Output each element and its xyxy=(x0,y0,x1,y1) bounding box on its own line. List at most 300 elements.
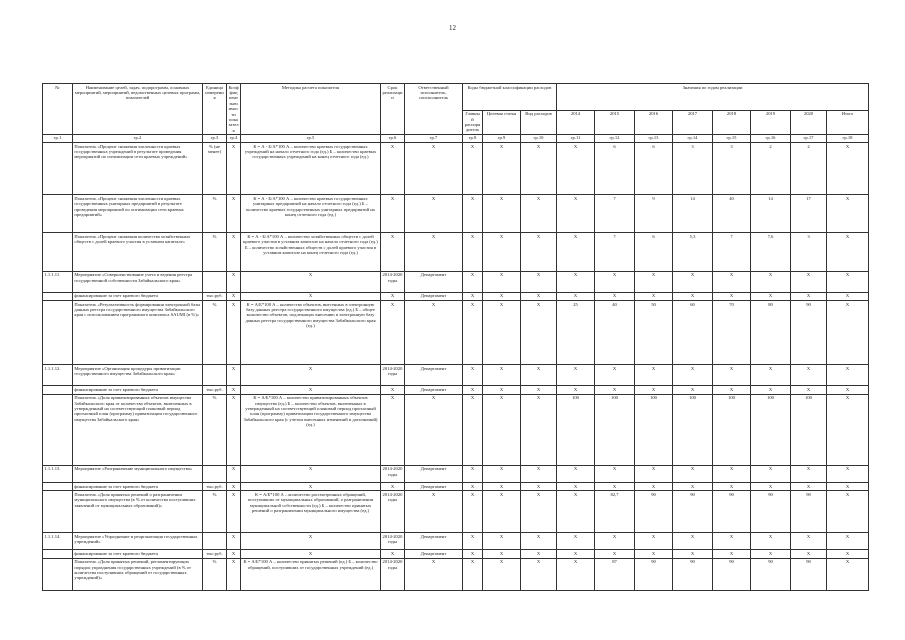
row-budget-type: X xyxy=(521,143,557,195)
row-budget-type: X xyxy=(521,195,557,233)
row-value-2016: X xyxy=(635,365,673,386)
row-value-2014: X xyxy=(557,233,595,271)
row-executor: X xyxy=(405,491,463,533)
row-name: Мероприятие «Совершенствование учета и ведения реестра государственной собственности Забайкальского края» xyxy=(73,271,203,292)
row-value-2019: 2 xyxy=(751,143,791,195)
row-unit: % xyxy=(203,195,227,233)
col-name-header: Наименование целей, задач, подпрограмм, основных мероприятий, мероприятий, ведомственных целевых программ, показателей xyxy=(73,84,203,135)
row-executor: X xyxy=(405,300,463,364)
column-number: гр.12 xyxy=(595,134,635,142)
row-term: 2014-2020 годы xyxy=(381,491,405,533)
table-row xyxy=(43,558,869,590)
row-unit: % xyxy=(203,300,227,364)
row-value-total: X xyxy=(827,558,869,590)
row-code xyxy=(43,233,73,271)
row-budget-main: X xyxy=(463,233,483,271)
row-name: Показатель «Результативность формирования электронной базы данных реестра государственного имущества Забайкальского края с использованием программного комплекса SAUMI (в %)» xyxy=(73,300,203,364)
row-value-2020: X xyxy=(791,533,827,550)
table-row xyxy=(43,143,869,195)
row-budget-target: X xyxy=(483,271,521,292)
row-value-total: X xyxy=(827,195,869,233)
row-term: X xyxy=(381,550,405,558)
row-executor: Департамент xyxy=(405,550,463,558)
row-budget-target: X xyxy=(483,465,521,482)
row-value-total: X xyxy=(827,233,869,271)
row-value-2017: X xyxy=(673,550,713,558)
row-value-2014: X xyxy=(557,195,595,233)
column-number: гр.6 xyxy=(381,134,405,142)
row-method: К = А/Б*100 А – количество рассмотренных обращений, поступивших от муниципальных образований, о разграничении муниципальной собственности (ед.) Б – количество принятых решений о разграничении муниципального имущества (ед.) xyxy=(241,491,381,533)
row-value-total: X xyxy=(827,550,869,558)
row-value-2019: X xyxy=(751,292,791,300)
row-value-2019: 14 xyxy=(751,195,791,233)
row-budget-type: X xyxy=(521,365,557,386)
row-budget-target: X xyxy=(483,394,521,465)
row-value-2017: X xyxy=(673,271,713,292)
row-value-2015: X xyxy=(595,271,635,292)
table-row xyxy=(43,271,869,292)
row-value-2020: 17 xyxy=(791,195,827,233)
row-value-2016: 90 xyxy=(635,491,673,533)
row-budget-main: X xyxy=(463,143,483,195)
row-value-2020: X xyxy=(791,365,827,386)
col-term-header: Срок реализации xyxy=(381,84,405,135)
row-budget-type: X xyxy=(521,558,557,590)
row-method: К = А/Б*100 А – количество объектов, внесенных в электронную базу данных реестра государственного имущества (ед.) Б – общее количество объектов, подлежащих внесению в электронную базу данных реестра государственного имущества Забайкальского края (ед.) xyxy=(241,300,381,364)
row-method: X xyxy=(241,365,381,386)
row-budget-target: X xyxy=(483,300,521,364)
table-row xyxy=(43,482,869,490)
row-value-2016: X xyxy=(635,465,673,482)
row-executor: X xyxy=(405,143,463,195)
row-value-2014: X xyxy=(557,271,595,292)
row-value-2019: X xyxy=(751,271,791,292)
row-value-2016: X xyxy=(635,482,673,490)
row-value-total: X xyxy=(827,482,869,490)
row-value-2017: 14 xyxy=(673,195,713,233)
row-coef: X xyxy=(227,482,241,490)
row-budget-target: X xyxy=(483,292,521,300)
row-budget-type: X xyxy=(521,292,557,300)
row-budget-main: X xyxy=(463,533,483,550)
row-method: К = А/Б*100 А – количество приватизированных объектов имущества (ед.) Б – количество объектов, включенных в утвержденный на соответствующий плановый период прогнозный план (программу) приватизации государственного имущества Забайкальского края (с учетом внесенных изменений и дополнений) (ед.) xyxy=(241,394,381,465)
row-value-2020: X xyxy=(791,386,827,394)
row-value-2015: 6 xyxy=(595,143,635,195)
row-value-2019: X xyxy=(751,550,791,558)
row-value-2017: X xyxy=(673,386,713,394)
row-coef: X xyxy=(227,300,241,364)
table-row xyxy=(43,465,869,482)
row-value-2019: X xyxy=(751,365,791,386)
column-number: гр.8 xyxy=(463,134,483,142)
row-coef: X xyxy=(227,271,241,292)
col-method-header: Методика расчета показателя xyxy=(241,84,381,135)
col-executor-header: Ответственный исполнитель, соисполнитель xyxy=(405,84,463,135)
col-year-2017: 2017 xyxy=(673,110,713,134)
column-number: гр.5 xyxy=(241,134,381,142)
row-value-2015: X xyxy=(595,365,635,386)
row-coef: X xyxy=(227,394,241,465)
row-value-2016: 9 xyxy=(635,195,673,233)
row-budget-type: X xyxy=(521,465,557,482)
row-value-2016: 90 xyxy=(635,558,673,590)
row-value-total: X xyxy=(827,365,869,386)
row-method: К = А - Б/А*100 А – количество краевых государственных унитарных предприятий на начало отчетного года (ед.) Б – количество краевых государственных унитарных предприятий на конец отчетного года (ед.) xyxy=(241,195,381,233)
column-number: гр.15 xyxy=(713,134,751,142)
header-row xyxy=(43,84,869,111)
row-name: Показатель «Процент снижения количества хозяйственных обществ с долей краевого участия в уставном капитале» xyxy=(73,233,203,271)
row-executor: X xyxy=(405,558,463,590)
row-unit: тыс.руб. xyxy=(203,292,227,300)
col-unit-header: Единица измерения xyxy=(203,84,227,135)
row-budget-main: X xyxy=(463,491,483,533)
column-number: гр.3 xyxy=(203,134,227,142)
row-value-2018: X xyxy=(713,465,751,482)
years-header: Значения по годам реализации xyxy=(557,84,869,111)
column-number: гр.11 xyxy=(557,134,595,142)
row-value-2017: X xyxy=(673,465,713,482)
row-method: X xyxy=(241,550,381,558)
row-method: X xyxy=(241,533,381,550)
row-code xyxy=(43,195,73,233)
column-number: гр.13 xyxy=(635,134,673,142)
column-number: гр.4 xyxy=(227,134,241,142)
row-value-2020: X xyxy=(791,550,827,558)
col-budget-type-header: Вид расходов xyxy=(521,110,557,134)
row-value-2018: 40 xyxy=(713,195,751,233)
row-unit: % xyxy=(203,491,227,533)
row-unit xyxy=(203,465,227,482)
row-method: X xyxy=(241,386,381,394)
row-term: 2014-2020 годы xyxy=(381,365,405,386)
row-budget-main: X xyxy=(463,195,483,233)
row-name: Показатель «Доля принятых решений, регламентирующих порядок упразднения государственных учреждений (в % от количества поступивших обращений от государственных учреждений)» xyxy=(73,558,203,590)
row-executor: Департамент xyxy=(405,271,463,292)
row-value-2014: X xyxy=(557,482,595,490)
row-budget-main: X xyxy=(463,271,483,292)
row-value-2016: X xyxy=(635,292,673,300)
row-value-2020: X xyxy=(791,292,827,300)
row-code xyxy=(43,300,73,364)
table-row xyxy=(43,365,869,386)
row-method: X xyxy=(241,465,381,482)
row-term: 2014-2020 годы xyxy=(381,533,405,550)
row-budget-main: X xyxy=(463,482,483,490)
row-budget-target: X xyxy=(483,365,521,386)
row-budget-target: X xyxy=(483,233,521,271)
table-row xyxy=(43,533,869,550)
row-unit: % (не менее) xyxy=(203,143,227,195)
row-value-2019: X xyxy=(751,533,791,550)
row-unit: % xyxy=(203,394,227,465)
row-value-total: X xyxy=(827,394,869,465)
col-year-2018: 2018 xyxy=(713,110,751,134)
column-number: гр.10 xyxy=(521,134,557,142)
row-value-2014: X xyxy=(557,558,595,590)
table-row xyxy=(43,300,869,364)
row-value-2020: 90 xyxy=(791,491,827,533)
row-value-2014: X xyxy=(557,550,595,558)
col-year-2015: 2015 xyxy=(595,110,635,134)
row-value-2018: X xyxy=(713,365,751,386)
row-value-2014: X xyxy=(557,386,595,394)
row-code xyxy=(43,491,73,533)
row-method: X xyxy=(241,292,381,300)
col-year-2016: 2016 xyxy=(635,110,673,134)
row-value-2017: X xyxy=(673,482,713,490)
row-value-2018: 70 xyxy=(713,300,751,364)
row-value-2020: X xyxy=(791,482,827,490)
row-name: финансирование за счет краевого бюджета xyxy=(73,550,203,558)
row-budget-target: X xyxy=(483,491,521,533)
row-value-2014: X xyxy=(557,143,595,195)
col-year-2014: 2014 xyxy=(557,110,595,134)
row-budget-main: X xyxy=(463,292,483,300)
row-value-2019: X xyxy=(751,482,791,490)
row-value-2016: X xyxy=(635,271,673,292)
program-indicators-table xyxy=(42,83,869,591)
row-executor: X xyxy=(405,195,463,233)
row-value-2015: X xyxy=(595,465,635,482)
row-term: X xyxy=(381,386,405,394)
column-number: гр.16 xyxy=(751,134,791,142)
row-budget-main: X xyxy=(463,465,483,482)
row-budget-target: X xyxy=(483,533,521,550)
col-year-2019: 2019 xyxy=(751,110,791,134)
row-value-2017: X xyxy=(673,365,713,386)
row-code xyxy=(43,550,73,558)
row-value-2016: X xyxy=(635,386,673,394)
row-value-2015: 100 xyxy=(595,394,635,465)
row-term: X xyxy=(381,300,405,364)
table-body xyxy=(43,143,869,591)
row-value-total: X xyxy=(827,271,869,292)
row-term: 2014-2020 годы xyxy=(381,465,405,482)
row-value-2017: X xyxy=(673,533,713,550)
row-method: X xyxy=(241,482,381,490)
row-value-total: X xyxy=(827,300,869,364)
row-budget-main: X xyxy=(463,394,483,465)
row-value-2017: 100 xyxy=(673,394,713,465)
row-term: X xyxy=(381,233,405,271)
row-value-2018: 100 xyxy=(713,394,751,465)
column-number: гр.9 xyxy=(483,134,521,142)
row-value-2015: X xyxy=(595,550,635,558)
row-budget-target: X xyxy=(483,482,521,490)
row-code: 1.1.1.14. xyxy=(43,533,73,550)
table-row xyxy=(43,491,869,533)
row-executor: Департамент xyxy=(405,482,463,490)
row-value-2015: 7 xyxy=(595,195,635,233)
row-budget-type: X xyxy=(521,300,557,364)
row-value-total: X xyxy=(827,386,869,394)
row-executor: X xyxy=(405,394,463,465)
row-value-2020: 90 xyxy=(791,300,827,364)
row-unit: тыс.руб. xyxy=(203,550,227,558)
row-value-total: X xyxy=(827,292,869,300)
column-number: гр.7 xyxy=(405,134,463,142)
row-term: X xyxy=(381,394,405,465)
row-value-total: X xyxy=(827,491,869,533)
row-value-2019: 80 xyxy=(751,300,791,364)
row-term: 2014-2020 годы xyxy=(381,558,405,590)
row-value-2016: X xyxy=(635,550,673,558)
row-budget-target: X xyxy=(483,558,521,590)
row-value-2014: X xyxy=(557,533,595,550)
table-row xyxy=(43,292,869,300)
row-unit: тыс.руб. xyxy=(203,482,227,490)
column-number: гр.18 xyxy=(827,134,869,142)
table-row xyxy=(43,550,869,558)
row-value-2019: 90 xyxy=(751,491,791,533)
row-unit: % xyxy=(203,233,227,271)
row-value-2017: 5,3 xyxy=(673,233,713,271)
row-unit xyxy=(203,533,227,550)
row-value-2014: X xyxy=(557,365,595,386)
row-term: 2014-2020 годы xyxy=(381,271,405,292)
row-value-2018: X xyxy=(713,271,751,292)
row-budget-main: X xyxy=(463,550,483,558)
table-row xyxy=(43,386,869,394)
row-executor: Департамент xyxy=(405,365,463,386)
row-budget-type: X xyxy=(521,271,557,292)
row-name: финансирование за счет краевого бюджета xyxy=(73,482,203,490)
row-unit xyxy=(203,365,227,386)
row-value-total: X xyxy=(827,143,869,195)
row-budget-type: X xyxy=(521,550,557,558)
row-name: Показатель «Доля принятых решений о разграничении муниципального имущества (в % от количества поступивших заявлений от муниципальных образований)» xyxy=(73,491,203,533)
row-value-2017: X xyxy=(673,292,713,300)
row-budget-main: X xyxy=(463,558,483,590)
row-value-2016: 6 xyxy=(635,233,673,271)
row-term: X xyxy=(381,292,405,300)
row-executor: Департамент xyxy=(405,292,463,300)
row-budget-target: X xyxy=(483,195,521,233)
row-budget-type: X xyxy=(521,533,557,550)
table-row xyxy=(43,195,869,233)
col-code-header: № xyxy=(43,84,73,135)
row-budget-type: X xyxy=(521,386,557,394)
table-row xyxy=(43,233,869,271)
row-budget-type: X xyxy=(521,491,557,533)
col-total: Итого xyxy=(827,110,869,134)
col-coef-header: Коэффициент значимости показателя xyxy=(228,84,239,133)
column-number: гр.2 xyxy=(73,134,203,142)
row-value-2017: 3 xyxy=(673,143,713,195)
row-value-2014: 100 xyxy=(557,394,595,465)
row-coef: X xyxy=(227,386,241,394)
row-coef: X xyxy=(227,365,241,386)
row-executor: X xyxy=(405,233,463,271)
col-budget-main-header: Главный распорядитель xyxy=(463,110,483,134)
row-coef: X xyxy=(227,533,241,550)
row-coef: X xyxy=(227,491,241,533)
row-name: финансирование за счет краевого бюджета xyxy=(73,292,203,300)
row-value-2017: 90 xyxy=(673,491,713,533)
row-coef: X xyxy=(227,143,241,195)
row-value-2015: X xyxy=(595,482,635,490)
row-code xyxy=(43,143,73,195)
row-value-2018: X xyxy=(713,550,751,558)
row-coef: X xyxy=(227,292,241,300)
row-value-2019: X xyxy=(751,386,791,394)
row-term: X xyxy=(381,195,405,233)
row-budget-type: X xyxy=(521,482,557,490)
row-budget-main: X xyxy=(463,300,483,364)
row-value-2018: 90 xyxy=(713,558,751,590)
row-code: 1.1.1.12. xyxy=(43,365,73,386)
row-value-2020: 3 xyxy=(791,233,827,271)
row-value-2019: 7,6 xyxy=(751,233,791,271)
row-value-2016: 100 xyxy=(635,394,673,465)
row-name: финансирование за счет краевого бюджета xyxy=(73,386,203,394)
row-coef: X xyxy=(227,195,241,233)
row-coef: X xyxy=(227,558,241,590)
row-executor: Департамент xyxy=(405,386,463,394)
row-value-2015: X xyxy=(595,533,635,550)
row-coef: X xyxy=(227,550,241,558)
row-value-2020: X xyxy=(791,271,827,292)
row-value-2016: 50 xyxy=(635,300,673,364)
row-code: 1.1.1.11. xyxy=(43,271,73,292)
row-value-2018: X xyxy=(713,482,751,490)
row-method: К = А/Б*100 А – количество принятых решений (ед.) Б – количество обращений, поступивших от государственных учреждений (ед.) xyxy=(241,558,381,590)
row-code: 1.1.1.13. xyxy=(43,465,73,482)
row-value-2015: X xyxy=(595,292,635,300)
row-budget-target: X xyxy=(483,143,521,195)
row-name: Мероприятие «Разграничение муниципального имущества» xyxy=(73,465,203,482)
row-code xyxy=(43,386,73,394)
row-value-2020: 90 xyxy=(791,558,827,590)
row-name: Показатель «Доля приватизированных объектов имущества Забайкальского края от количества объектов, включенных в утвержденный на соответствующий плановый период прогнозный план (программу) приватизации государственного имущества Забайкальского края» xyxy=(73,394,203,465)
row-budget-type: X xyxy=(521,394,557,465)
row-value-2019: 90 xyxy=(751,558,791,590)
table-row xyxy=(43,394,869,465)
row-value-2014: X xyxy=(557,465,595,482)
row-value-2018: X xyxy=(713,386,751,394)
row-budget-type: X xyxy=(521,233,557,271)
column-number-row xyxy=(43,134,869,142)
row-value-2016: 6 xyxy=(635,143,673,195)
row-budget-main: X xyxy=(463,365,483,386)
row-value-total: X xyxy=(827,533,869,550)
row-value-2019: X xyxy=(751,465,791,482)
row-value-2019: 100 xyxy=(751,394,791,465)
row-value-2020: 2 xyxy=(791,143,827,195)
row-value-2014: X xyxy=(557,292,595,300)
row-method: X xyxy=(241,271,381,292)
row-value-2015: X xyxy=(595,386,635,394)
row-value-2014: X xyxy=(557,491,595,533)
row-unit xyxy=(203,271,227,292)
row-value-total: X xyxy=(827,465,869,482)
col-budget-target-header: Целевая статья xyxy=(483,110,521,134)
row-value-2015: 7 xyxy=(595,233,635,271)
row-value-2018: 90 xyxy=(713,491,751,533)
row-executor: Департамент xyxy=(405,533,463,550)
row-name: Показатель «Процент снижения численности краевых государственных учреждений в результате проведения мероприятий по оптимизации сети краевых учреждений» xyxy=(73,143,203,195)
row-value-2018: 3 xyxy=(713,143,751,195)
row-budget-main: X xyxy=(463,386,483,394)
row-unit: % xyxy=(203,558,227,590)
row-code xyxy=(43,558,73,590)
row-method: К = А - Б/А*100 А – количество хозяйственных обществ с долей краевого участия в уставном капитале на начало отчетного года (ед.) Б – количество хозяйственных обществ с долей краевого участия в уставном капитале на конец отчетного года (ед.) xyxy=(241,233,381,271)
row-budget-target: X xyxy=(483,550,521,558)
row-coef: X xyxy=(227,465,241,482)
page-number: 12 xyxy=(449,24,456,32)
row-value-2020: X xyxy=(791,465,827,482)
row-code xyxy=(43,292,73,300)
